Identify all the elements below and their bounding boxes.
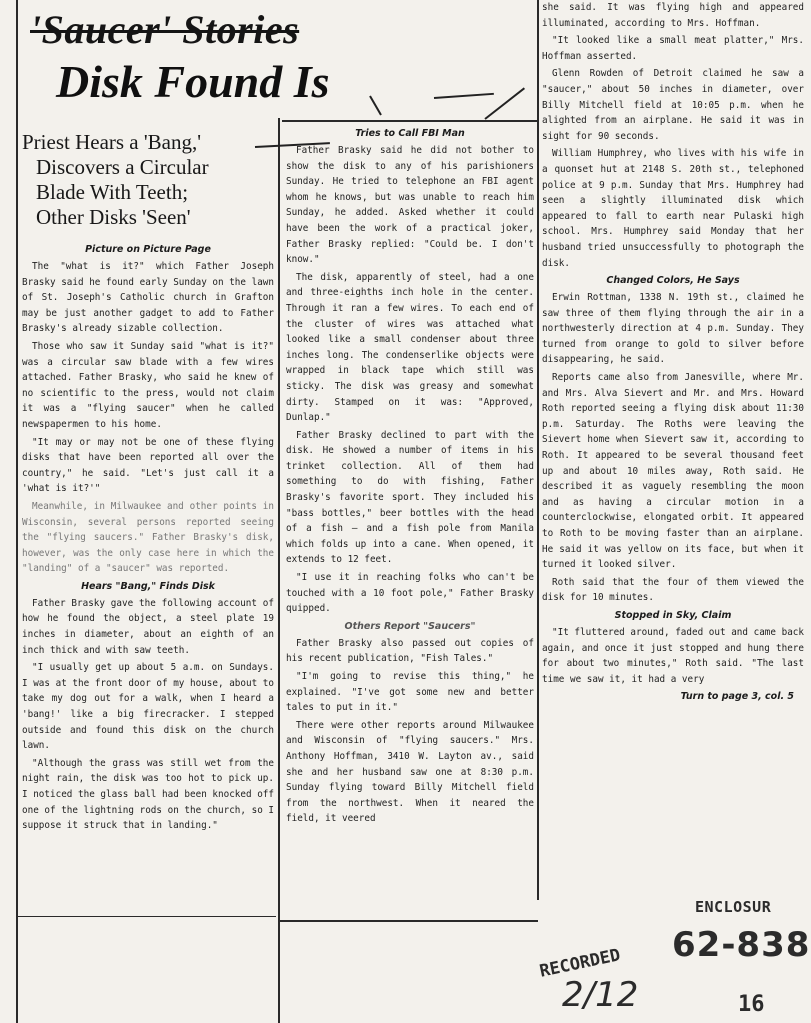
- paragraph: "It fluttered around, faded out and came back again, and once it just stopped and hung there for about two minutes," Roth said. "The last time we saw it, it had a very: [542, 626, 804, 685]
- col2-body-1: [286, 143, 534, 617]
- headline-line-1: 'Saucer' Stories: [30, 7, 300, 52]
- paragraph: "I'm going to revise this thing," he explained. "I've got some new and better tales to put in it.": [286, 671, 534, 714]
- bottom-stamp-number: 16: [738, 992, 765, 1017]
- deck-line: Blade With Teeth;: [36, 180, 189, 204]
- recorded-stamp: RECORDED: [537, 945, 623, 982]
- deck-line: Other Disks 'Seen': [36, 205, 191, 229]
- column-rule-3: [537, 0, 539, 900]
- paragraph: "I usually get up about 5 a.m. on Sundays. I was at the front door of my house, about to take my dog out for a walk, when I heard a 'bang!' like a big firecracker. I stepped outside and found this disk on the church lawn.: [22, 662, 274, 752]
- col1-body-2: [22, 596, 274, 834]
- deck-headline: [22, 130, 274, 230]
- paragraph: "It looked like a small meat platter," Mrs. Hoffman asserted.: [542, 35, 804, 62]
- left-margin-rule: [16, 0, 18, 1023]
- col2-body-2: [286, 636, 534, 827]
- paragraph: Meanwhile, in Milwaukee and other points in Wisconsin, several persons reported seeing the "flying saucers." Father Brasky's disk, however, was the only case here in which the "landing" of a "saucer" was reported.: [22, 500, 274, 575]
- handwritten-number: 2/12: [562, 975, 639, 1015]
- article-column-2: [286, 124, 534, 918]
- paragraph: Glenn Rowden of Detroit claimed he saw a "saucer," about 50 inches in diameter, over Billy Mitchell field at 10:05 p.m. when he alighted from an airplane. He said it was in sight for 90 seconds.: [542, 68, 804, 142]
- subhead-stopped-in-sky: Stopped in Sky, Claim: [614, 609, 732, 621]
- col3-body-2: [542, 290, 804, 606]
- subhead-picture-page: Picture on Picture Page: [85, 244, 211, 255]
- paragraph: Roth said that the four of them viewed the disk for 10 minutes.: [542, 576, 804, 604]
- paragraph: she said. It was flying high and appeared illuminated, according to Mrs. Hoffman.: [542, 2, 804, 29]
- subhead-fbi: Tries to Call FBI Man: [355, 128, 465, 139]
- enclosure-stamp: ENCLOSUR: [695, 898, 772, 916]
- col1-body-1: [22, 259, 274, 497]
- col1-body-faded: [22, 499, 274, 577]
- deck-line: Priest Hears a 'Bang,': [22, 130, 202, 154]
- paragraph: The "what is it?" which Father Joseph Brasky said he found early Sunday on the lawn of St. Joseph's Catholic church in Grafton may be just another gadget to add to Father Brasky's already sizable collection.: [22, 261, 274, 335]
- paragraph: William Humphrey, who lives with his wife in a quonset hut at 2148 S. 20th st., telephoned police at 9 p.m. Sunday that Mrs. Humphrey had seen a slightly illuminated disk which appeared to fall to earth near Pulaski high school. Mrs. Humphrey said Monday that her husband tried unsuccessfully to photograph the disk.: [542, 148, 804, 269]
- paragraph: Reports came also from Janesville, where Mr. and Mrs. Alva Sievert and Mr. and Mrs. Howard Roth reported seeing a flying disk about 11:30 p.m. Saturday. The Roths were leaving the Sievert home when Sievert saw it, according to Roth. It appeared to be several thousand feet up and about 10 miles away, Roth said. He described it as vaguely resembling the moon and as having a circular motion in a counterclockwise, elongated orbit. It appeared to Roth to be moving faster than an airplane. He said it was yellow on its face, but when it turned it looked silver.: [542, 372, 804, 571]
- paragraph: "Although the grass was still wet from the night rain, the disk was too hot to pick up. I noticed the glass ball had been knocked off one of the lightning rods on the church, so I suppose it struck that in landing.": [22, 757, 274, 832]
- pen-mark: [434, 93, 494, 99]
- subhead-others-report: Others Report "Saucers": [344, 620, 476, 632]
- paragraph: "It may or may not be one of these flying disks that have been reported all over the country," he said. "Let's just call it a 'what is it?'": [22, 436, 274, 495]
- file-number-handwritten: 62-838: [672, 925, 811, 965]
- paragraph: Those who saw it Sunday said "what is it?" was a circular saw blade with a few wires attached. Father Brasky, who said he knew of no scientific to the press, would not claim it was a "flying saucer" when he called newspapermen to his home.: [22, 340, 274, 430]
- column2-box-bottom: [280, 920, 538, 922]
- paragraph: Father Brasky gave the following account of how he found the object, a steel plate 19 inches in diameter, about an eighth of an inch thick and with saw teeth.: [22, 597, 274, 656]
- subhead-changed-colors: Changed Colors, He Says: [606, 275, 740, 287]
- paragraph: Father Brasky declined to part with the disk. He showed a number of items in his trinket collection. All of them had something to do with fishing, Father Brasky's favorite sport. They included his "bass bottles," beer bottles with the head of a fish — and a fish pole from Manila which folds up into a cane. When opened, it extends to 12 feet.: [286, 429, 534, 566]
- jump-line: Turn to page 3, col. 5: [680, 691, 794, 703]
- col3-body-1: [542, 0, 804, 271]
- paragraph: Father Brasky said he did not bother to show the disk to any of his parishioners Sunday. He tried to telephone an FBI agent whom he knows, but was unable to reach him Sunday, he added. Asked whether it could have been the work of a practical joker, Father Brasky replied: "Could be. I don't know.": [286, 145, 534, 266]
- column2-box-top: [282, 120, 537, 122]
- paragraph: Father Brasky also passed out copies of his recent publication, "Fish Tales.": [286, 637, 534, 665]
- deck-line: Discovers a Circular: [36, 155, 209, 179]
- col3-body-3: [542, 625, 804, 687]
- paragraph: Erwin Rottman, 1338 N. 19th st., claimed he saw three of them flying through the air in a northwesterly direction at 4 p.m. Sunday. They turned from orange to gold to silver before disappearing, he said.: [542, 292, 804, 366]
- paragraph: There were other reports around Milwaukee and Wisconsin of "flying saucers." Mrs. Anthony Hoffman, 3410 W. Layton av., said she and her husband saw one at 8:30 p.m. Sunday flying toward Billy Mitchell field from the northwest. When it neared the field, it veered: [286, 719, 534, 825]
- subhead-finds-disk: Hears "Bang," Finds Disk: [81, 580, 215, 592]
- paragraph: The disk, apparently of steel, had a one and three-eighths inch hole in the center. Through it ran a few wires. To each end of the cluster of wires was attached what looked like a small condenser about three inches long. The condenserlike objects were wrapped in black tape which still was sticky. The disk was greasy and somewhat dirty. Stamped on it was: "Approved, Dunlap.": [286, 271, 534, 424]
- article-column-3: [542, 0, 804, 870]
- column-rule-2: [278, 118, 280, 1023]
- article-column-1: [22, 130, 274, 1020]
- paragraph: "I use it in reaching folks who can't be touched with a 10 foot pole," Father Brasky quipped.: [286, 572, 534, 615]
- headline-line-2: Disk Found Is: [56, 56, 330, 107]
